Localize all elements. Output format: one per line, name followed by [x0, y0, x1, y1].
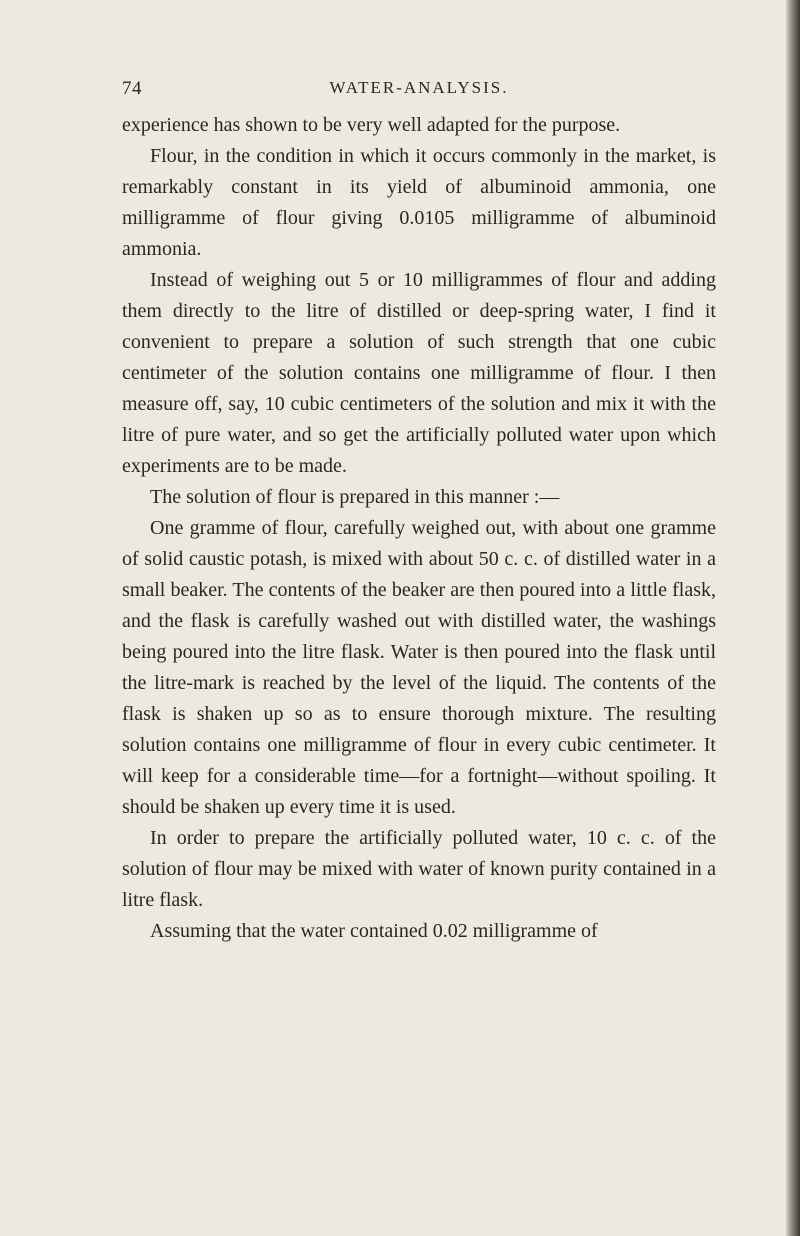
paragraph-preparation-steps: One gramme of flour, carefully weighed out, with about one gramme of solid caustic potash, is mixed with about 50 c. c. of distilled water in a small beaker. The contents of the beaker are then poured into a little flask, and the flask is carefully washed out with distilled water, the washings being poured into the litre flask. Water is then poured into the flask until the litre-mark is reached by the level of the liquid. The contents of the flask is shaken up so as to ensure thorough mixture. The resulting solution contains one milligramme of flour in every cubic centimeter. It will keep for a considerable time—for a fortnight—without spoiling. It should be shaken up every time it is used.: [122, 517, 716, 818]
paragraph-assuming: Assuming that the water contained 0.02 milligramme of: [150, 920, 598, 942]
running-head: [122, 78, 716, 104]
paragraph-solution-method: Instead of weighing out 5 or 10 milligrammes of flour and adding them directly to the litre of distilled or deep-spring water, I find it convenient to prepare a solution of such strength that one cubic centimeter of the solution contains one milligramme of flour. I then measure off, say, 10 cubic centimeters of the solution and mix it with the litre of pure water, and so get the artificially polluted water upon which experiments are to be made.: [122, 269, 716, 477]
paragraph-flour-constancy: Flour, in the condition in which it occurs commonly in the market, is remarkably constant in its yield of albuminoid ammonia, one milligramme of flour giving 0.0105 milligramme of albuminoid ammonia.: [122, 145, 716, 260]
page-binding-edge: [786, 0, 800, 1236]
page-number: 74: [122, 78, 142, 99]
paragraph-preparation-intro: The solution of flour is prepared in this manner :—: [150, 486, 560, 508]
paragraph-polluted-water: In order to prepare the artificially polluted water, 10 c. c. of the solution of flour may be mixed with water of known purity contained in a litre flask.: [122, 827, 716, 911]
paragraph-continued: experience has shown to be very well adapted for the purpose.: [122, 114, 621, 136]
running-title: WATER-ANALYSIS.: [329, 78, 509, 97]
body-text: [122, 110, 716, 947]
